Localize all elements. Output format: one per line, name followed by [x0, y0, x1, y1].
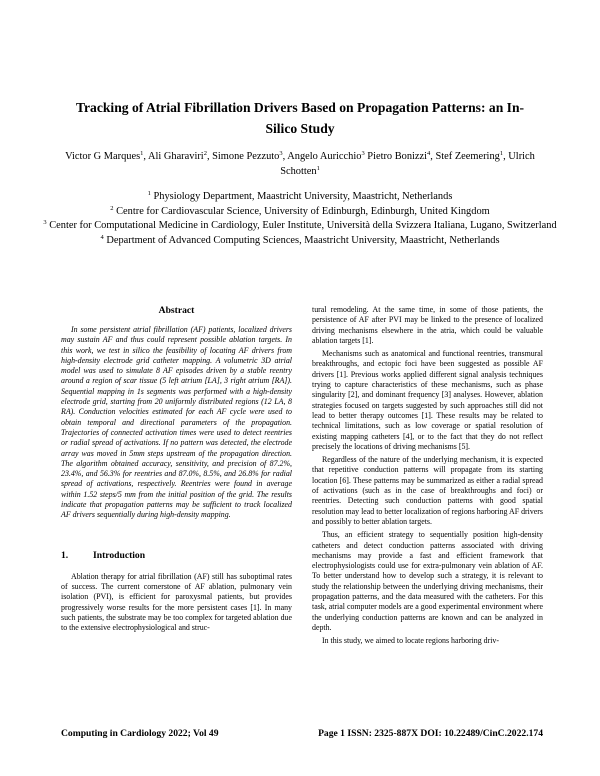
affiliation-text: Physiology Department, Maastricht University, Maastricht, Netherlands [153, 191, 453, 202]
author-affiliation-mark: 1 [499, 150, 504, 157]
paragraph-continuation: tural remodeling. At the same time, in some of those patients, the persistence of AF after PVI may be linked to the presence of localized driving mechanisms elsewhere in the atria, which could be valuable ablation targets [1]. [312, 305, 543, 345]
author-separator: , [430, 151, 436, 162]
author-affiliation-mark: 4 [427, 150, 431, 157]
affiliation [40, 205, 560, 220]
author-name: Victor G Marques [65, 151, 141, 162]
body-paragraph: Ablation therapy for atrial fibrillation (AF) still has suboptimal rates of success. The current cornerstone of AF ablation, pulmonary vein isolation (PVI), is efficient for paroxysmal patients, but provides progressively worse results for the more persistent cases [1]. In many such patients, the substrate may be too complex for targeted ablation due to the extensive electrophysiological and struc- [61, 571, 292, 633]
abstract-text: In some persistent atrial fibrillation (AF) patients, localized drivers may sustain AF and thus could represent possible ablation targets. In this work, we test in silico the feasibility of locating AF drivers from high-density electrode grid catheter mapping. A volumetric 3D atrial model was used to simulate 8 AF episodes driven by a stable reentry around a region of scar tissue (5 left atrium [LA], 3 right atrium [RA]). Sequential mapping in 1s segments was performed with a high-density electrode grid, starting from 20 uniformly distributed regions (12 LA, 8 RA). Conduction velocities estimated for each AF cycle were used to obtain temporal and directional parameters of the propagation. Trajectories of connected activation times were used to detect reentries or radial spread of activations. If no pattern was detected, the electrode array was moved in 5mm steps upstream of the propagation direction. The algorithm obtained accuracy, sensitivity, and precision of 87.2%, 23.4%, and 56.3% for reentries and 87.0%, 8.5%, and 26.8% for radial spread of activations, respectively. Reentries were found in average within 1.52 steps/5 mm from the initial position of the grid. The results indicate that propagation patterns may be sufficient to track localized AF drivers sequentially during high-density mapping. [61, 325, 292, 520]
author-separator: , [143, 151, 148, 162]
footer-issn-doi: Page 1 ISSN: 2325-887X DOI: 10.22489/CinC.2022.174 [318, 728, 543, 739]
body-paragraph: Mechanisms such as anatomical and functional reentries, transmural breakthroughs, and ectopic foci have been suggested as possible AF drivers [1]. Previous works applied different signal analysis techniques trying to capture characteristics of these mechanisms, such as phase singularity [2], and dominant frequency [3] analyses. However, ablation strategies focused on targets suggested by such approaches still did not lead to better therapy outcomes [1]. These results may be related to technical limitations, such as low coverage or spatial resolution of existing mapping catheters [4], or to the fact that they do not reflect precisely the locations of driving mechanisms [5]. [312, 349, 543, 451]
affiliation [40, 234, 560, 249]
author-name: Simone Pezzuto [212, 151, 280, 162]
left-column [61, 305, 292, 636]
author-affiliation-mark: 1 [140, 150, 144, 157]
author-affiliation-mark: 1 [316, 164, 320, 172]
author-separator: , [282, 151, 288, 162]
author-name: Stef Zeemering [435, 151, 500, 162]
author-name: Angelo Auricchio [287, 151, 362, 162]
paper-title: Tracking of Atrial Fibrillation Drivers Based on Propagation Patterns: an In-Silico Study [75, 100, 525, 136]
right-body [312, 349, 543, 646]
section-heading [61, 550, 292, 562]
author-name: Ulrich Schotten [280, 151, 535, 177]
affiliation-number: 4 [100, 233, 104, 241]
body-paragraph: Thus, an efficient strategy to sequentially position high-density catheters and detect conduction patterns associated with driving mechanisms may provide a fast and efficient framework that electrophysiologists could use for extra-pulmonary vein ablation of AF. To better understand how to develop such a strategy, it is relevant to study the relationship between the underlying driving mechanisms, their propagation patterns, and the data measured with the catheters. For this task, atrial computer models are a good experimental environment where the underlying conduction patterns are known and can be analyzed in depth. [312, 530, 543, 632]
affiliation-text: Center for Computational Medicine in Cardiology, Euler Institute, Università della Svizzera Italiana, Lugano, Switzerland [49, 220, 557, 231]
section-number: 1. [61, 549, 69, 561]
body-paragraph: In this study, we aimed to locate regions harboring driv- [322, 636, 499, 646]
affiliation [40, 190, 560, 205]
footer-journal: Computing in Cardiology 2022; Vol 49 [61, 728, 219, 739]
affiliation-text: Centre for Cardiovascular Science, University of Edinburgh, Edinburgh, United Kingdom [116, 205, 490, 217]
affiliation-number: 3 [43, 219, 47, 226]
author-separator: , [503, 151, 509, 162]
section-title: Introduction [93, 549, 146, 561]
author-separator: , [206, 151, 213, 162]
author-affiliation-mark: 3 [279, 150, 283, 157]
author-name: Ali Gharaviri [148, 151, 204, 162]
author-list [50, 150, 550, 179]
affiliation-number: 2 [110, 204, 114, 212]
affiliation-number: 1 [147, 190, 151, 197]
affiliation-text: Department of Advanced Computing Sciences, Maastricht University, Maastricht, Netherlands [106, 234, 500, 246]
abstract-heading: Abstract [158, 305, 195, 316]
affiliation-list [40, 190, 560, 248]
right-column [312, 305, 543, 650]
affiliation [40, 219, 560, 234]
left-body [61, 572, 292, 634]
author-affiliation-mark: 2 [203, 150, 207, 157]
author-name: Pietro Bonizzi [367, 151, 428, 162]
author-affiliation-mark: 3 [361, 150, 365, 157]
body-paragraph: Regardless of the nature of the underlying mechanism, it is expected that repetitive conduction patterns will propagate from its starting location [6]. These patterns may be summarized as either a radial spread of activations (such as in the case of breakthroughs and foci) or reentries. Detecting such conduction patterns with good spatial resolution may lead to better localization of regions harboring AF drivers and possibly to better ablation targets. [312, 455, 543, 526]
